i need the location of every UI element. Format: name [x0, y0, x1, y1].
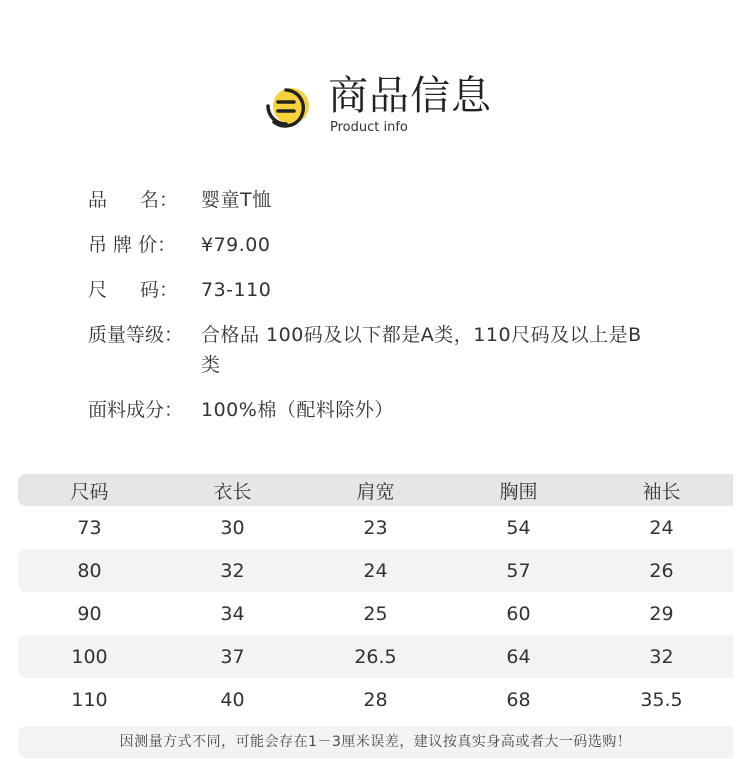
table-row: [18, 592, 733, 635]
table-cell: 26.5: [354, 645, 397, 668]
size-label: 尺 码：: [88, 279, 178, 301]
table-cell: 24: [363, 559, 388, 582]
table-cell: 100: [71, 645, 108, 668]
material-label: 面料成分：: [88, 399, 184, 421]
table-cell: 68: [506, 688, 531, 711]
table-cell: 34: [220, 602, 245, 625]
size-value: 73-110: [201, 279, 272, 301]
grade-label: 质量等级：: [88, 324, 184, 346]
price-label: 吊 牌 价：: [88, 234, 177, 256]
section-title: 商品信息: [328, 73, 492, 119]
info-row-price: [88, 230, 708, 260]
table-cell: 24: [649, 516, 674, 539]
table-cell: 80: [77, 559, 102, 582]
price-value: ¥79.00: [201, 234, 271, 256]
table-header-row: [18, 474, 733, 506]
grade-value: 合格品 100码及以下都是A类，110尺码及以上是B类: [201, 324, 642, 376]
table-cell: 28: [363, 688, 388, 711]
table-cell: 110: [71, 688, 108, 711]
table-row: [18, 635, 733, 678]
section-subtitle: Product info: [330, 120, 408, 135]
table-cell: 32: [649, 645, 674, 668]
table-cell: 23: [363, 516, 388, 539]
table-cell: 30: [220, 516, 245, 539]
info-row-grade: [88, 320, 708, 380]
table-cell: 90: [77, 602, 102, 625]
measurement-note: 因测量方式不同，可能会存在1－3厘米误差，建议按真实身高或者大一码选购！: [18, 726, 733, 758]
table-cell: 57: [506, 559, 531, 582]
table-cell: 64: [506, 645, 531, 668]
header-cell: 胸围: [499, 480, 538, 503]
table-cell: 35.5: [640, 688, 683, 711]
size-table: [18, 474, 733, 721]
table-cell: 73: [77, 516, 102, 539]
table-cell: 60: [506, 602, 531, 625]
info-row-size: [88, 275, 708, 305]
header-cell: 衣长: [213, 480, 252, 503]
name-value: 婴童T恤: [201, 189, 272, 211]
material-value: 100%棉（配料除外）: [201, 399, 394, 421]
document-list-icon: [264, 84, 314, 132]
table-row: [18, 549, 733, 592]
table-cell: 37: [220, 645, 245, 668]
table-cell: 32: [220, 559, 245, 582]
header-cell: 袖长: [642, 480, 681, 503]
table-row: [18, 506, 733, 549]
name-label: 品 名：: [88, 189, 178, 211]
section-header: [262, 74, 522, 140]
table-row: [18, 678, 733, 721]
info-row-name: [88, 185, 708, 215]
header-cell: 尺码: [70, 480, 109, 503]
table-cell: 26: [649, 559, 674, 582]
table-cell: 29: [649, 602, 674, 625]
table-cell: 25: [363, 602, 388, 625]
table-cell: 54: [506, 516, 531, 539]
info-row-material: [88, 395, 708, 425]
header-cell: 肩宽: [356, 480, 395, 503]
table-cell: 40: [220, 688, 245, 711]
product-info-list: [88, 185, 708, 440]
